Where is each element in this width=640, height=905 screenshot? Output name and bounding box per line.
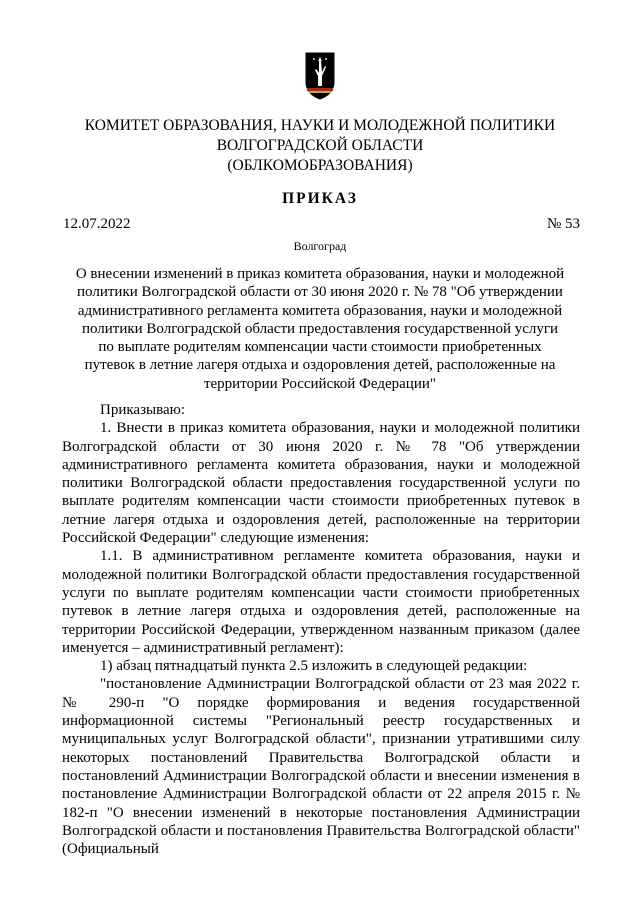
body-paragraph-1: Приказываю: — [100, 402, 185, 418]
header-line-1: КОМИТЕТ ОБРАЗОВАНИЯ, НАУКИ И МОЛОДЕЖНОЙ ПОЛИТИКИ — [84, 117, 556, 134]
committee-header — [60, 116, 580, 176]
document-subject: О внесении изменений в приказ комитета образования, науки и молодежной политики Волгоградской области от 30 июня 2020 г. № 78 "Об утверждении административного регламента комитета образования, науки и молодежной политики Волгоградской области предоставления государственной услуги по выплате родителям компенсации части стоимости приобретенных путевок в летние лагеря отдыха и оздоровления детей, расположенные на территории Российской Федерации" — [75, 266, 565, 392]
body-paragraph-5: "постановление Администрации Волгоградской области от 23 мая 2022 г. № 290-п "О порядке формирования и ведения государственной информационной системы "Региональный реестр государственных и муниципальных услуг Волгоградской области", признании утратившими силу некоторых постановлений Правительства Волгоградской области и постановлений Администрации Волгоградской области и внесении изменения в постановление Администрации Волгоградской области от 22 апреля 2015 г. № 182-п "О внесении изменений в некоторые постановления Администрации Волгоградской области и постановления Правительства Волгоградской области" (Официальный — [62, 676, 580, 858]
body-paragraph-4: 1) абзац пятнадцатый пункта 2.5 изложить в следующей редакции: — [100, 658, 528, 675]
document-city: Волгоград — [293, 239, 347, 253]
document-type: ПРИКАЗ — [282, 190, 358, 207]
document-number: № 53 — [546, 216, 580, 232]
header-line-2: ВОЛГОГРАДСКОЙ ОБЛАСТИ — [216, 137, 424, 154]
body-paragraph-2: 1. Внести в приказ комитета образования, науки и молодежной политики Волгоградской области от 30 июня 2020 г. № 78 "Об утверждении административного регламента комитета образования, науки и молодежной политики Волгоградской области предоставления государственной услуги по выплате родителям компенсации части стоимости приобретенных путевок в летние лагеря отдыха и оздоровления детей, расположенные на территории Российской Федерации" следующие изменения: — [62, 420, 580, 547]
volgograd-coat-of-arms-icon — [305, 52, 335, 100]
document-body — [62, 401, 580, 858]
body-paragraph-3: 1.1. В административном регламенте комитета образования, науки и молодежной политики Волгоградской области предоставления государственной услуги по выплате родителям компенсации части стоимости приобретенных путевок в летние лагеря отдыха и оздоровления детей, расположенные на территории Российской Федерации, утвержденном названным приказом (далее именуется – административный регламент): — [62, 548, 580, 656]
header-line-3: (ОБЛКОМОБРАЗОВАНИЯ) — [227, 157, 413, 174]
document-date: 12.07.2022 — [63, 216, 131, 232]
